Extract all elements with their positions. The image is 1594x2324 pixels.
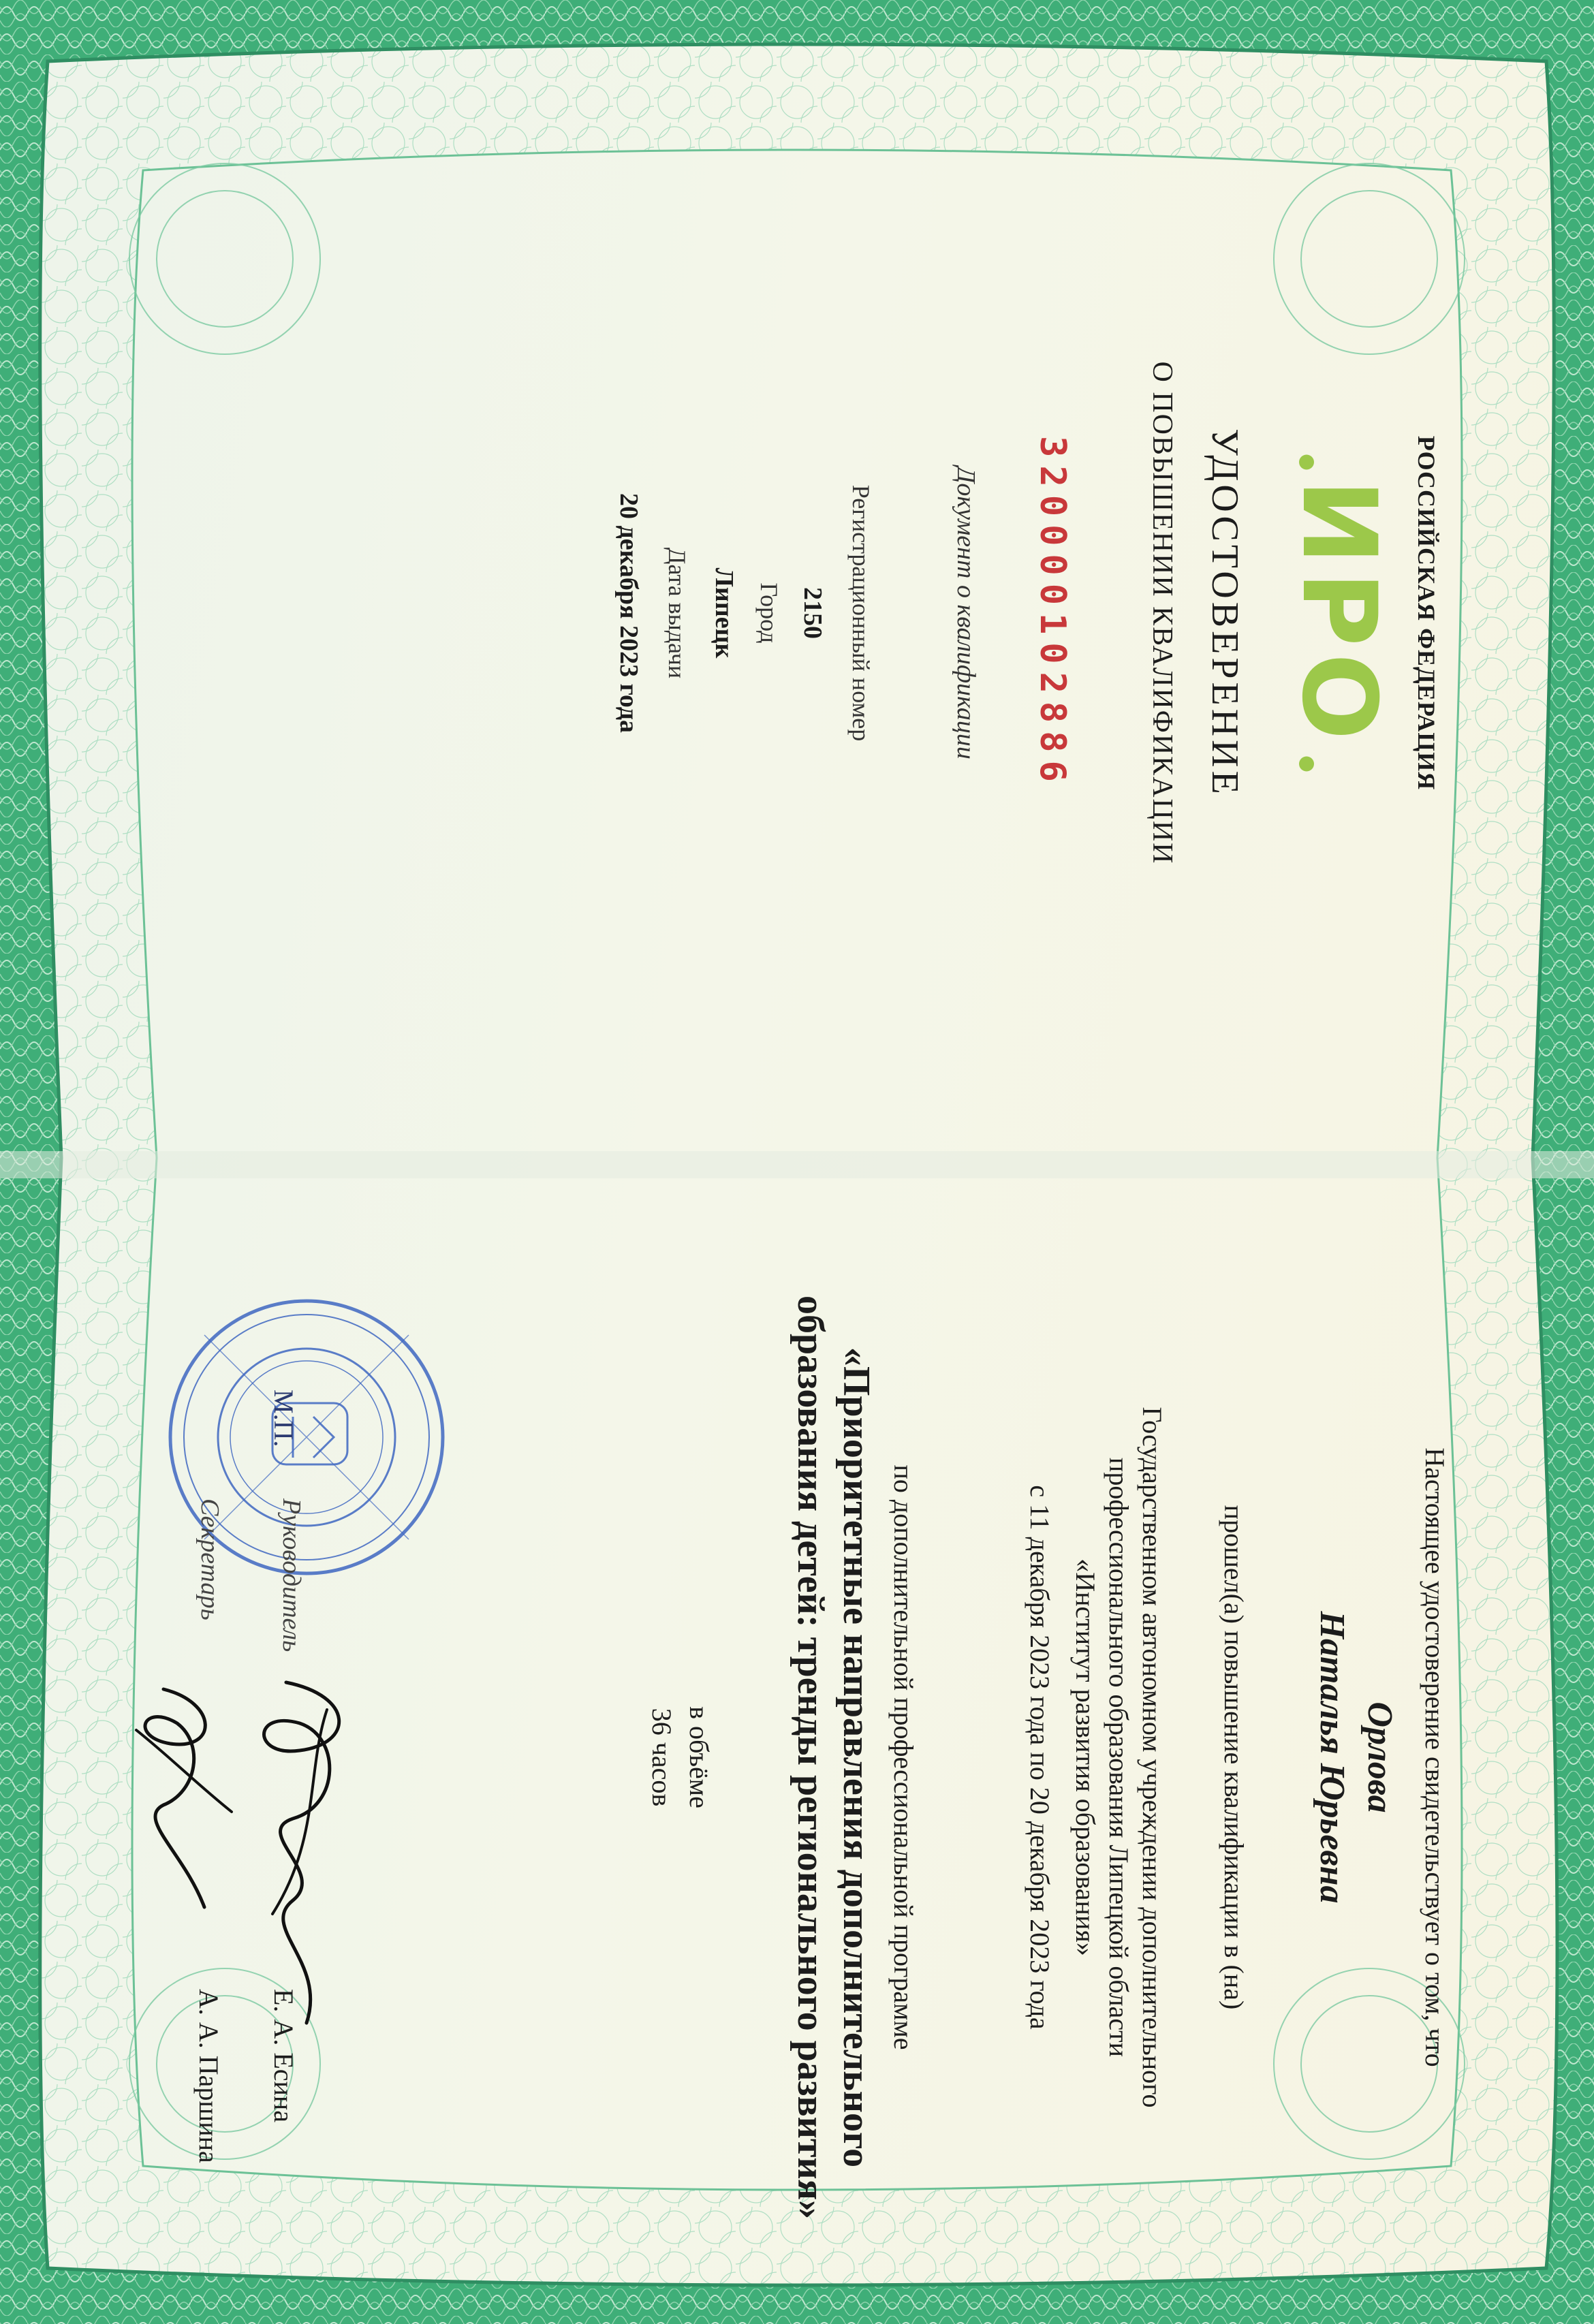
logo-leaf-icon [1299,455,1314,470]
holder-surname: Орлова [1360,1701,1399,1813]
director-role: Руководитель [277,1498,306,1652]
program-intro: по дополнительной профессиональной программе [888,1464,919,2050]
issue-date-label: Дата выдачи [663,547,691,679]
training-period: с 11 декабря 2023 года по 20 декабря 2023 года [1025,1485,1055,2030]
document-type-label: Документ о квалификации [952,467,980,759]
volume-label: в объёме [684,1706,715,1808]
program-title [787,1296,879,2219]
logo-leaf-icon [1299,757,1314,772]
city: Липецк [710,567,738,659]
institution-name [1069,1407,1168,2107]
document-title: УДОСТОВЕРЕНИЕ [1204,428,1246,798]
registration-number-label: Регистрационный номер [847,484,875,742]
registration-number: 2150 [798,587,827,639]
document-subtitle: О ПОВЫШЕНИИ КВАЛИФИКАЦИИ [1146,361,1178,865]
secretary-name: А. А. Паршина [193,1989,224,2163]
city-label: Город [755,582,783,644]
director-signature [232,1669,368,2037]
secretary-signature [116,1676,245,1921]
training-volume: 36 часов [646,1708,677,1807]
program-title-line: образования детей: тренды регионального развития» [789,1296,832,2219]
secretary-role: Секретарь [196,1498,224,1620]
issue-date: 20 декабря 2023 года [614,492,643,734]
certificate-intro: Настоящее удостоверение свидетельствует о том, что [1420,1447,1450,2067]
institution-line: Государственном автономном учреждении дополнительного [1137,1407,1168,2108]
iro-logo [1279,455,1398,772]
country-label: РОССИЙСКАЯ ФЕДЕРАЦИЯ [1413,435,1440,791]
logo-text: ИРО [1279,479,1398,747]
seal-label: М.П. [268,1389,299,1447]
institution-line: «Институт развития образования» [1070,1558,1101,1956]
passed-training-text: прошел(а) повышение квалификации в (на) [1219,1505,1249,2010]
institution-line: профессионального образования Липецкой области [1104,1457,1135,2058]
holder-given-names: Наталья Юрьевна [1313,1611,1351,1904]
serial-number: 320000102886 [1032,436,1073,790]
program-title-line: «Приоритетные направления дополнительного [835,1347,877,2168]
director-name: Е. А. Есина [268,1989,299,2123]
